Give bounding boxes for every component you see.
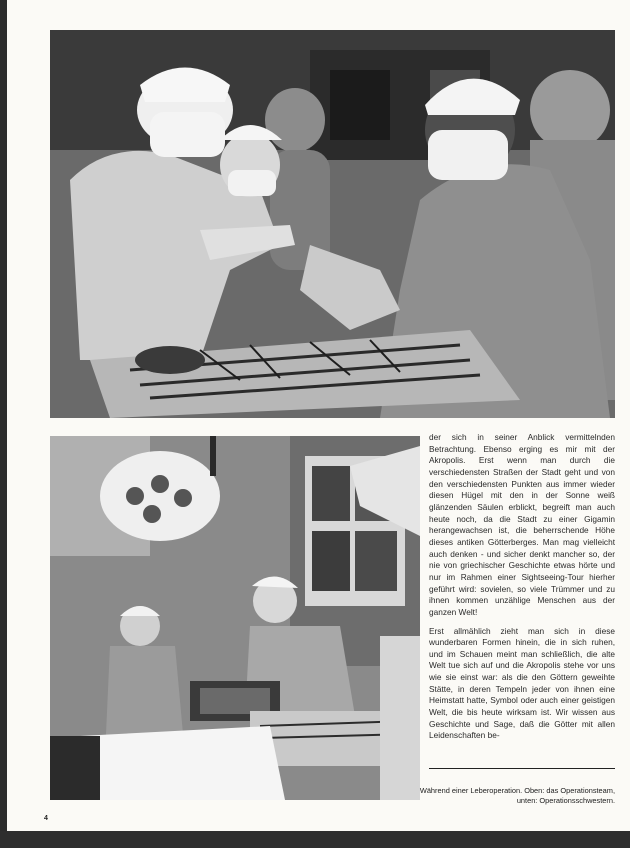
photo-caption: Während einer Leberoperation. Oben: das Operationsteam, unten: Operationsschwestern. — [419, 786, 615, 805]
body-paragraph: der sich in seiner Anblick vermittelnden Betrachtung. Ebenso erging es mir mit der Akropolis. Erst wenn man durch die verschiedensten Straßen der Stadt geht und von den verschiedensten Punkten aus immer wieder diesen Hügel mit den in der Sonne weiß glänzenden Säulen erblickt, begreift man auch heute noch, da die Stadt zu einer Gigamin herangewachsen ist, die beherrschende Höhe dieses antiken Götterberges. Man mag vielleicht auch denken - und sicher denkt mancher so, der nie von griechischer Geschichte etwas hörte und nur im Rahmen einer Sightseeing-Tour hierher geführt wird: sovielen, so viele Trümmer und zu ihnen kommen unzählige Menschen aus der ganzen Welt! — [429, 432, 615, 617]
page-edge-left — [0, 0, 7, 848]
caption-divider — [429, 768, 615, 769]
body-paragraph: Erst allmählich zieht man sich in diese wunderbaren Formen hinein, die in sich ruhen, und im Schauen meint man schließlich, die alte Welt tue sich auf und die Akropolis stehe vor uns wie sie einst war: als die den Göttern geweihte Stätte, in deren Tempeln jeder von ihnen eine Heimstatt hatte, Symbol oder auch einer geistigen Welt, die bis heute wirksam ist. Wir wissen aus Geschichte und Sage, daß die Götter mit allen Leidenschaften be- — [429, 625, 615, 741]
photo-top — [50, 30, 615, 418]
body-text-column — [429, 432, 615, 749]
page-number: 4 — [44, 815, 48, 822]
page-edge-bottom — [0, 831, 630, 848]
photo-bottom — [50, 436, 420, 800]
